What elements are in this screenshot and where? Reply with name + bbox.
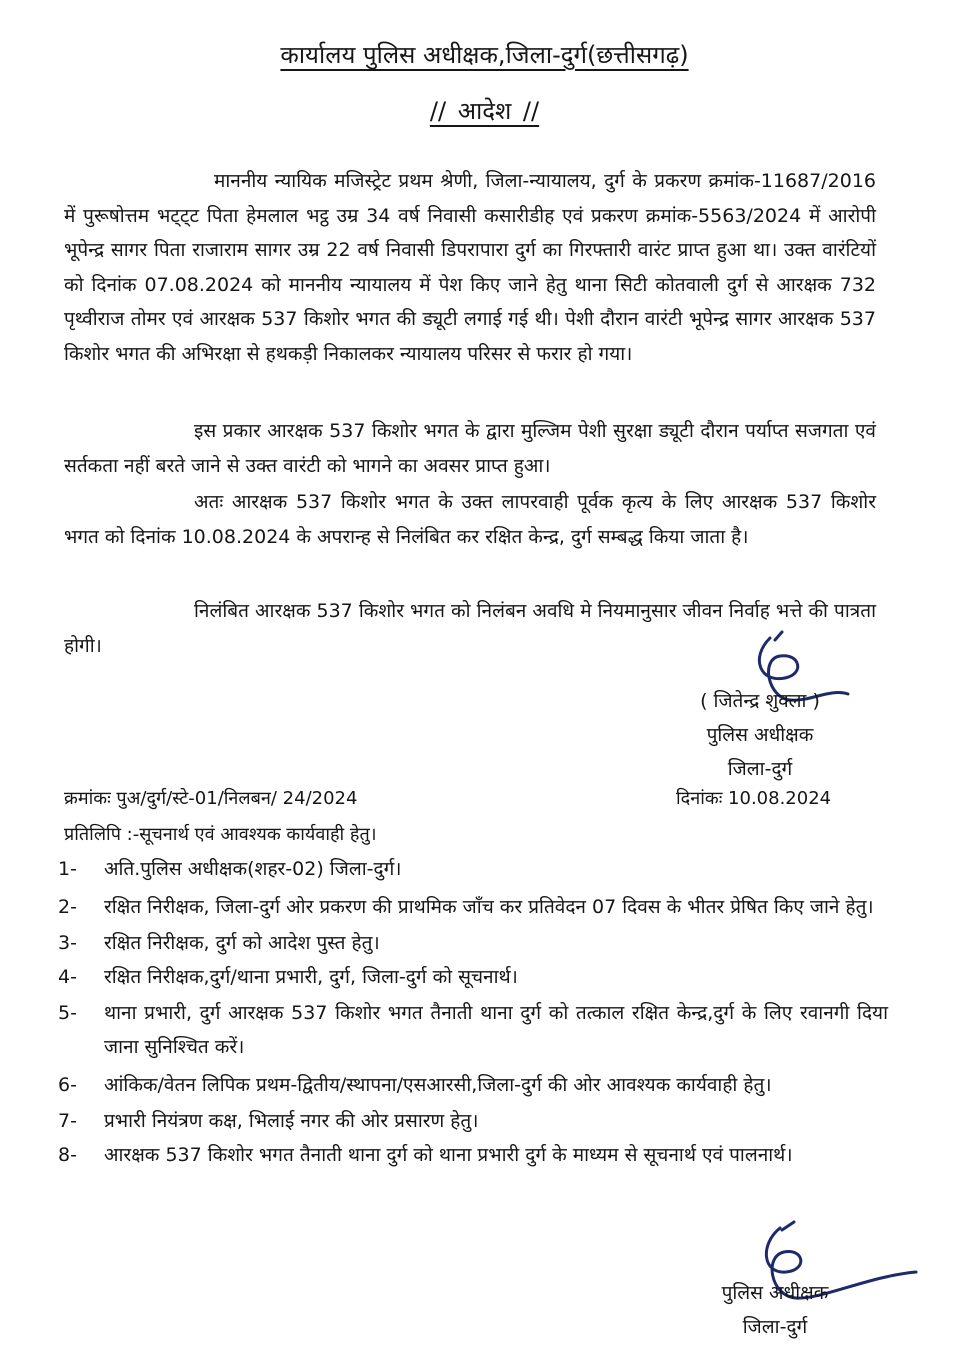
reference-date: दिनांकः 10.08.2024 — [676, 788, 832, 809]
signature-block-1 — [640, 684, 880, 786]
paragraph-4-text: निलंबित आरक्षक 537 किशोर भगत को निलंबन अवधि मे नियमानुसार जीवन निर्वाह भत्ते की पात्रता होगी। — [64, 600, 876, 657]
signature-block-2 — [700, 1276, 850, 1344]
officer-designation: पुलिस अधीक्षक — [706, 724, 814, 746]
list-item — [58, 1138, 888, 1172]
reference-number: क्रमांकः पुअ/दुर्ग/स्टे-01/निलबन/ 24/2024 — [64, 788, 358, 809]
list-item-number: 3- — [58, 932, 77, 954]
paragraph-3 — [64, 485, 876, 554]
list-item-number: 8- — [58, 1144, 77, 1166]
paragraph-1 — [64, 164, 876, 371]
copy-to-heading: प्रतिलिपि :-सूचनार्थ एवं आवश्यक कार्यवाही हेतु। — [64, 824, 377, 845]
list-item — [58, 926, 888, 960]
list-item-text: अति.पुलिस अधीक्षक(शहर-02) जिला-दुर्ग। — [104, 858, 402, 880]
order-title: // आदेश // — [429, 97, 540, 125]
paragraph-3-text: अतः आरक्षक 537 किशोर भगत के उक्त लापरवाही पूर्वक कृत्य के लिए आरक्षक 537 किशोर भगत को दिनांक 10.08.2024 के अपरान्ह से निलंबित कर रक्षित केन्द्र, दुर्ग सम्बद्ध किया जाता है। — [64, 491, 876, 548]
officer-designation: पुलिस अधीक्षक — [721, 1282, 829, 1304]
office-title: कार्यालय पुलिस अधीक्षक,जिला-दुर्ग(छत्तीसगढ़) — [280, 41, 689, 69]
list-item-number: 5- — [58, 1002, 77, 1024]
paragraph-2 — [64, 414, 876, 483]
list-item — [58, 1104, 888, 1138]
list-item-number: 6- — [58, 1074, 77, 1096]
officer-district: जिला-दुर्ग — [742, 1316, 808, 1338]
officer-district: जिला-दुर्ग — [727, 758, 793, 780]
list-item-number: 2- — [58, 896, 77, 918]
list-item — [58, 890, 888, 924]
paragraph-1-text: माननीय न्यायिक मजिस्ट्रेट प्रथम श्रेणी, जिला-न्यायालय, दुर्ग के प्रकरण क्रमांक-11687/2016 में पुरूषोत्तम भट्ट्ट पिता हेमलाल भट्ठ उम्र 34 वर्ष निवासी कसारीडीह एवं प्रकरण क्रमांक-5563/2024 में आरोपी भूपेन्द्र सागर पिता राजाराम सागर उम्र 22 वर्ष निवासी डिपरापारा दुर्ग का गिरफ्तारी वारंट प्राप्त हुआ था। उक्त वारंटियों को दिनांक 07.08.2024 को माननीय न्यायालय में पेश किए जाने हेतु थाना सिटी कोतवाली दुर्ग से आरक्षक 732 पृथ्वीराज तोमर एवं आरक्षक 537 किशोर भगत की ड्यूटी लगाई गई थी। पेशी दौरान वारंटी भूपेन्द्र सागर आरक्षक 537 किशोर भगत की अभिरक्षा से हथकड़ी निकालकर न्यायालय परिसर से फरार हो गया। — [64, 170, 876, 365]
list-item-text: रक्षित निरीक्षक,दुर्ग/थाना प्रभारी, दुर्ग, जिला-दुर्ग को सूचनार्थ। — [104, 966, 518, 988]
list-item — [58, 960, 888, 994]
list-item — [58, 1068, 888, 1102]
list-item — [58, 852, 888, 886]
paragraph-2-text: इस प्रकार आरक्षक 537 किशोर भगत के द्वारा मुल्जिम पेशी सुरक्षा ड्यूटी दौरान पर्याप्त सजगता एवं सर्तकता नहीं बरते जाने से उक्त वारंटी को भागने का अवसर प्राप्त हुआ। — [64, 420, 876, 477]
list-item-text: आरक्षक 537 किशोर भगत तैनाती थाना दुर्ग को थाना प्रभारी दुर्ग के माध्यम से सूचनार्थ एवं पालनार्थ। — [104, 1144, 793, 1166]
list-item-text: रक्षित निरीक्षक, जिला-दुर्ग ओर प्रकरण की प्राथमिक जाँच कर प्रतिवेदन 07 दिवस के भीतर प्रेषित किए जाने हेतु। — [104, 896, 874, 918]
list-item-text: आंकिक/वेतन लिपिक प्रथम-द्वितीय/स्थापना/एसआरसी,जिला-दुर्ग की ओर आवश्यक कार्यवाही हेतु। — [104, 1074, 772, 1096]
list-item-text: रक्षित निरीक्षक, दुर्ग को आदेश पुस्त हेतु। — [104, 932, 380, 954]
copy-to-list — [58, 852, 888, 1172]
list-item-text: थाना प्रभारी, दुर्ग आरक्षक 537 किशोर भगत तैनाती थाना दुर्ग को तत्काल रक्षित केन्द्र,दुर्ग के लिए रवानगी दिया जाना सुनिश्चित करें। — [104, 1002, 888, 1058]
list-item-text: प्रभारी नियंत्रण कक्ष, भिलाई नगर की ओर प्रसारण हेतु। — [104, 1110, 479, 1132]
list-item-number: 4- — [58, 966, 77, 988]
officer-name: ( जितेन्द्र शुक्ला ) — [700, 690, 820, 712]
list-item — [58, 996, 888, 1064]
list-item-number: 1- — [58, 858, 77, 880]
list-item-number: 7- — [58, 1110, 77, 1132]
